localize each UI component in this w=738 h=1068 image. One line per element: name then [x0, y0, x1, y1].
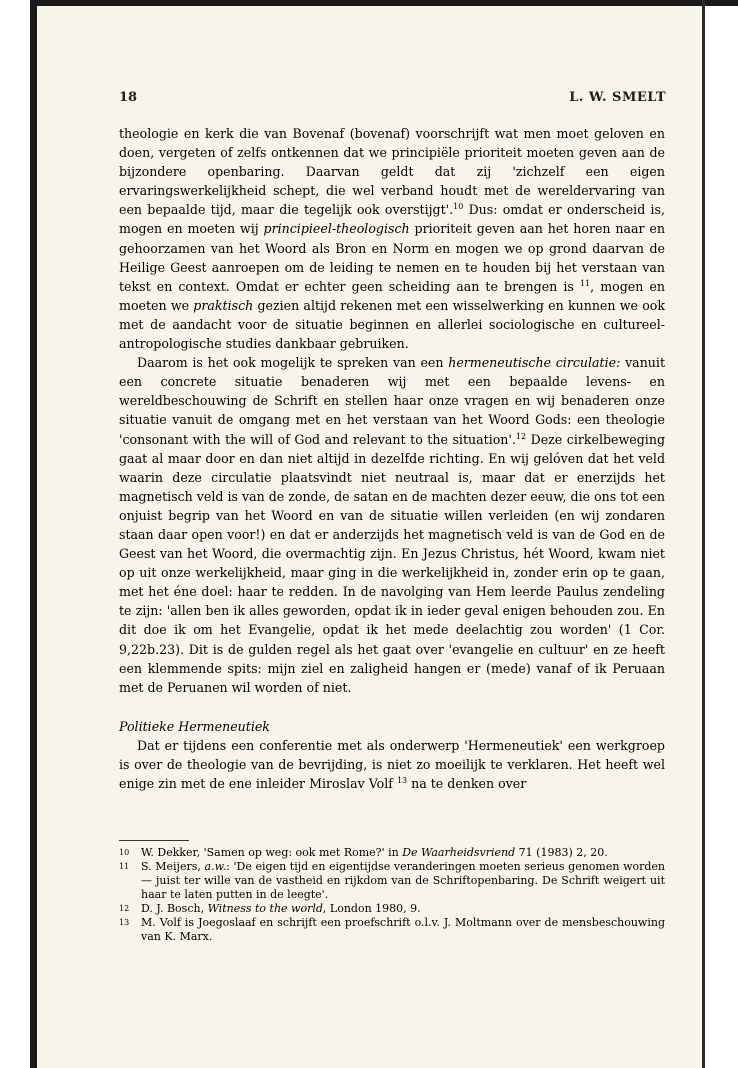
footnote-text-end: : 'De eigen tijd en eigentijdse veranderingen moeten serieus genomen worden — juist ter wille van de vastheid en rijkdom van de Schriftopenbaring. De Schrift weigert uit haar te laten putten in de leegte'. [141, 860, 665, 901]
footnote-text-end: , London 1980, 9. [322, 902, 421, 915]
footnote-text: W. Dekker, 'Samen op weg: ook met Rome?' in [141, 846, 403, 859]
p1-italic-1: principieel-theologisch [263, 221, 410, 237]
footnote-italic: De Waarheidsvriend [402, 846, 516, 859]
footnote-number: 10 [119, 848, 130, 857]
footnote-ref-11: 11 [579, 278, 591, 288]
footnote-10 [119, 846, 665, 860]
scan-border-right [702, 0, 705, 1068]
footnote-italic: a.w. [204, 860, 227, 873]
p2-text-3: Deze cirkelbeweging gaat al maar door en dan niet altijd in dezelfde richting. En wij gelóven dat het veld waarin deze circulatie plaatsvindt niet neutraal is, maar dat er enerzijds het magnetisch veld is van de zonde, de satan en de machten dezer eeuw, die ons tot een onjuist begrip van het Woord en van de situatie willen verleiden (en wij zondaren staan daar open voor!) en dat er anderzijds het magnetisch veld is van de God en de Geest van het Woord, die overmachtig zijn. En Jezus Christus, hét Woord, kwam niet op uit onze werkelijkheid, maar ging in die werkelijkheid in, zonder erin op te gaan, met het éne doel: haar te redden. In de navolging van Hem leerde Paulus zendeling te zijn: 'allen ben ik alles geworden, opdat ik in ieder geval enigen behouden zou. En dit doe ik om het Evangelie, opdat ik het mede deelachtig zou worden' (1 Cor. 9,22b.23). Dit is de gulden regel als het gaat over 'evangelie en cultuur' en ze heeft een klemmende spits: mijn ziel en zaligheid hangen er (mede) vanaf of ik Peruaan met de Peruanen wil worden of niet. [119, 431, 665, 695]
p3-text-1: Dat er tijdens een conferentie met als onderwerp 'Hermeneutiek' een werkgroep is over de theologie van de bevrijding, is niet zo moeilijk te verklaren. Het heeft wel enige zin met de ene inleider Miroslav Volf [119, 737, 665, 792]
p3-text-2: na te denken over [407, 776, 527, 792]
footnote-rule [119, 840, 189, 841]
footnote-ref-10: 10 [453, 202, 464, 212]
scan-border-left [30, 0, 37, 1068]
footnote-text: D. J. Bosch, [141, 902, 208, 915]
section-heading: Politieke Hermeneutiek [119, 718, 270, 734]
paragraph-3 [119, 736, 665, 793]
paragraph-2 [119, 353, 665, 697]
p2-text-1: Daarom is het ook mogelijk te spreken van een [137, 355, 449, 371]
paragraph-1 [119, 124, 665, 353]
footnote-italic: Witness to the world [207, 902, 323, 915]
p1-text-2: Dus: omdat er onderscheid is, mogen en moeten wij [119, 202, 665, 237]
footnote-12 [119, 902, 665, 916]
p1-italic-2: praktisch [193, 297, 254, 313]
footnote-text: S. Meijers, [141, 860, 205, 873]
footnote-11 [119, 860, 665, 902]
p2-text-2: vanuit een concrete situatie benaderen wij met een bepaalde levens- en wereldbeschouwing de Schrift en stellen haar onze vragen en wij benaderen onze situatie vanuit de omgang met en het verstaan van het Woord Gods: een theologie 'consonant with the will of God and relevant to the situation'. [119, 355, 666, 447]
p1-text-5: gezien altijd rekenen met een wisselwerking en kunnen we ook met de aandacht voor de situatie beginnen en allerlei sociologische en cultureel-antropologische studies dankbaar gebruiken. [119, 297, 665, 352]
footnote-number: 11 [119, 862, 130, 871]
main-text [119, 124, 665, 793]
p2-italic-1: hermeneutische circulatie: [448, 355, 621, 371]
footnotes [119, 846, 665, 944]
footnote-ref-13: 13 [396, 776, 408, 786]
p1-text-3: prioriteit geven aan het horen naar en gehoorzamen van het Woord als Bron en Norm en mogen we op grond daarvan de Heilige Geest aanroepen om de leiding te nemen en te houden bij het verstaan van tekst en context. Omdat er echter geen scheiding aan te brengen is [119, 221, 665, 294]
footnote-text: M. Volf is Joegoslaaf en schrijft een proefschrift o.l.v. J. Moltmann over de mensbeschouwing van K. Marx. [141, 916, 665, 943]
footnote-13 [119, 916, 665, 944]
footnote-number: 13 [119, 918, 130, 927]
page-number: 18 [119, 90, 138, 105]
footnote-text-end: 71 (1983) 2, 20. [515, 846, 608, 859]
footnote-ref-12: 12 [515, 431, 527, 441]
p1-text-4: , mogen en moeten we [119, 278, 665, 313]
p1-text-1: theologie en kerk die van Bovenaf (bovenaf) voorschrijft wat men moet geloven en doen, vergeten of zelfs ontkennen dat we principiële prioriteit moeten geven aan de bijzondere openbaring. Daarvan geldt dat zij 'zichzelf een eigen ervaringswerkelijkheid schept, die wel verband houdt met de wereldervaring van een bepaalde tijd, maar die tegelijk ook overstijgt'. [119, 126, 665, 218]
running-author: L. W. SMELT [569, 90, 666, 105]
footnote-number: 12 [119, 904, 130, 913]
